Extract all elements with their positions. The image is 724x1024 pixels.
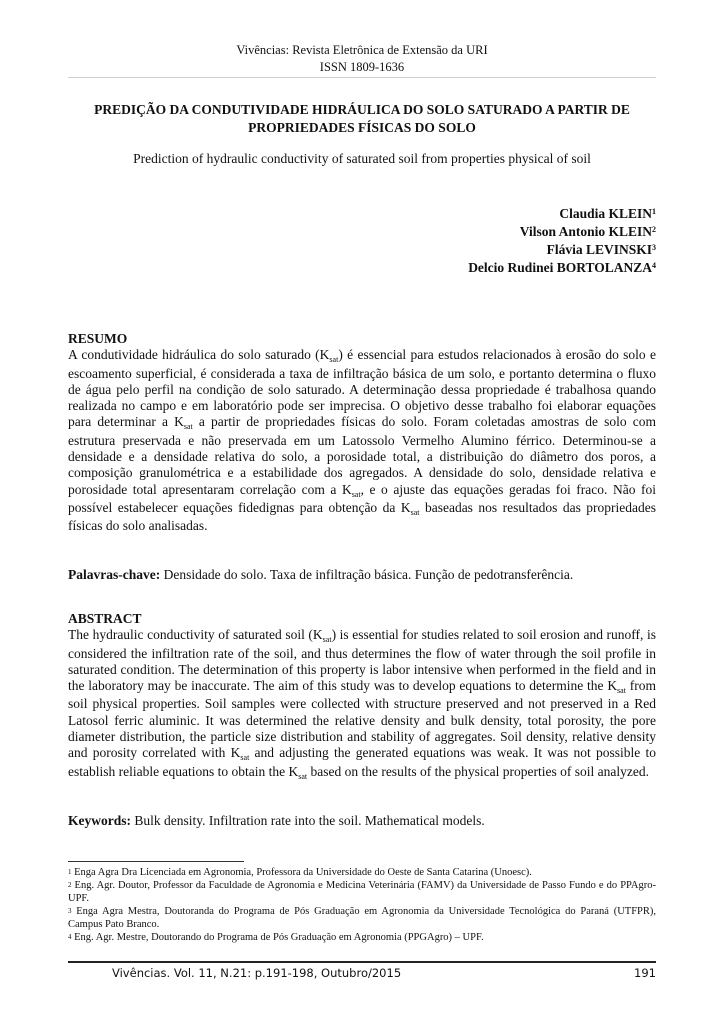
header-divider	[68, 77, 656, 78]
author-4: Delcio Rudinei BORTOLANZA$^4$	[468, 260, 656, 275]
abstract-body: The hydraulic conductivity of saturated soil $(K_{sat})$ is essential for studies related to soil erosion and runoff, is considered the infiltration rate of the soil, and thus determines the flow of water through the soil profile in saturated condition. The determination of this property is labor intensive when performed in the field and in the laboratory may be inaccurate. The aim of this study was to develop equations to determine the $K_{sat}$ from soil physical properties. Soil samples were collected with structure preserved and not preserved in a Red Latosol ferric aluminic. It was determined the relative density and bulk density, total porosity, the pore diameter distribution, the particle size distribution and stability of aggregates. Soil density, relative density and porosity correlated with $K_{sat}$ and adjusting the generated equations was weak. It was not possible to establish reliable equations to obtain the $K_{sat}$ based on the results of the physical properties of soil analyzed.	[68, 627, 657, 781]
palavras-chave-text: Densidade do solo. Taxa de infiltração básica. Função de pedotransferência.	[160, 567, 574, 582]
footnote-divider	[68, 861, 244, 862]
resumo-heading: RESUMO	[68, 331, 128, 346]
footnote-3: $^3$ Enga Agra Mestra, Doutoranda do Programa de Pós Graduação em Agronomia da Universidade Tecnológica do Paraná (UTFPR), Campus Pato Branco.	[68, 906, 656, 930]
page-number: 191	[634, 966, 656, 980]
footnote-1: $^1$ Enga Agra Dra Licenciada em Agronomia, Professora da Universidade do Oeste de Santa Catarina (Unoesc).	[68, 867, 532, 878]
footnotes	[68, 866, 656, 944]
keywords-label: Keywords:	[68, 813, 131, 828]
journal-name: Vivências: Revista Eletrônica de Extensão da URI	[236, 43, 488, 57]
issn: ISSN 1809-1636	[319, 60, 405, 74]
keywords-text: Bulk density. Infiltration rate into the soil. Mathematical models.	[131, 813, 485, 828]
footnote-2: $^2$ Eng. Agr. Doutor, Professor da Faculdade de Agronomia e Medicina Veterinária (FAMV) da Universidade de Passo Fundo e do PPAgro-UPF.	[68, 880, 656, 904]
paper-title-line-1: PREDIÇÃO DA CONDUTIVIDADE HIDRÁULICA DO SOLO SATURADO A PARTIR DE	[94, 102, 630, 117]
palavras-chave-label: Palavras-chave:	[68, 567, 161, 582]
footnote-4: $^4$ Eng. Agr. Mestre, Doutorando do Programa de Pós Graduação em Agronomia (PPGAgro) – UPF.	[68, 932, 484, 943]
footer-citation: Vivências. Vol. 11, N.21: p.191-198, Outubro/2015	[112, 966, 402, 980]
palavras-chave	[68, 567, 656, 583]
author-list	[468, 205, 656, 277]
abstract-section	[68, 611, 656, 782]
footer-divider	[68, 961, 656, 963]
paper-title-line-2: PROPRIEDADES FÍSICAS DO SOLO	[248, 120, 476, 135]
author-2: Vilson Antonio KLEIN$^2$	[519, 224, 656, 239]
author-3: Flávia LEVINSKI$^3$	[546, 242, 656, 257]
resumo-body: A condutividade hidráulica do solo saturado $(K_{sat})$ é essencial para estudos relacionados à erosão do solo e escoamento superficial, é considerada a taxa de infiltração básica de um solo, e portanto determina o fluxo de água pelo perfil na condição de solo saturado. A determinação dessa propriedade é trabalhosa quando realizada no campo e em laboratório pode ser imprecisa. O objetivo desse trabalho foi elaborar equações para determinar a $K_{sat}$ a partir de propriedades físicas do solo. Foram coletadas amostras de solo com estrutura preservada e não preservada em um Latossolo Vermelho Alumino férrico. Determinou-se a densidade e a densidade relativa do solo, a porosidade total, a distribuição do diâmetro dos poros, a composição granulométrica e a estabilidade dos agregados. A densidade do solo, densidade relativa e porosidade total apresentaram correlação com a $K_{sat}$, e o ajuste das equações geradas foi fraco. Não foi possível estabelecer equações fidedignas para obtenção da $K_{sat}$ baseadas nos resultados das propriedades físicas do solo analisadas.	[68, 347, 657, 534]
resumo-section	[68, 331, 656, 535]
abstract-heading: ABSTRACT	[68, 611, 142, 626]
paper-subtitle: Prediction of hydraulic conductivity of saturated soil from properties physical of soil	[133, 151, 591, 166]
paper-title	[68, 101, 656, 137]
running-header	[0, 42, 724, 76]
keywords	[68, 813, 656, 829]
author-1: Claudia KLEIN$^1$	[559, 206, 656, 221]
